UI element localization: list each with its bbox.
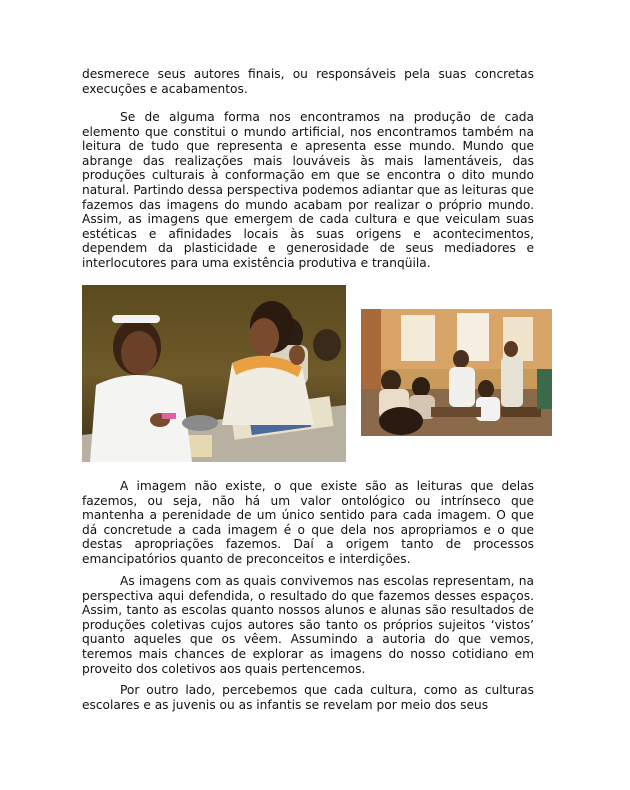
classroom-photo-girls-writing xyxy=(82,285,346,462)
paragraph-4: As imagens com as quais convivemos nas escolas representam, na perspectiva aqui defendida, o resultado do que fazemos desses espaços. Assim, tanto as escolas quanto nossos alunos e alunas são resultados de produções coletivas cujos autores são tanto os próprios sujeitos ‘vistos’ quanto aqueles que os vêem. Assumindo a autoria do que vemos, teremos mais chances de explorar as imagens do nosso cotidiano em proveito dos coletivos aos quais pertencemos. xyxy=(82,574,534,676)
paragraph-5: Por outro lado, percebemos que cada cultura, como as culturas escolares e as juvenis ou as infantis se revelam por meio dos seus xyxy=(82,683,534,712)
classroom-photo-students xyxy=(361,309,552,436)
paragraph-1: desmerece seus autores finais, ou responsáveis pela suas concretas execuções e acabamentos. xyxy=(82,67,534,96)
paragraph-2: Se de alguma forma nos encontramos na produção de cada elemento que constitui o mundo artificial, nos encontramos também na leitura de tudo que representa e apresenta esse mundo. Mundo que abrange das realizações mais louváveis às mais lamentáveis, das produções culturais à conformação em que se encontra o dito mundo natural. Partindo dessa perspectiva podemos adiantar que as leituras que fazemos das imagens do mundo acabam por realizar o próprio mundo. Assim, as imagens que emergem de cada cultura e que veiculam suas estéticas e afinidades locais às suas origens e acontecimentos, dependem da plasticidade e generosidade de seus mediadores e interlocutores para uma existência produtiva e tranqüila. xyxy=(82,110,534,270)
paragraph-3: A imagem não existe, o que existe são as leituras que delas fazemos, ou seja, não há um valor ontológico ou intrínseco que mantenha a perenidade de um único sentido para cada imagem. O que dá concretude a cada imagem é o que dela nos apropriamos e o que destas apropriações fazemos. Daí a origem tanto de processos emancipatórios quanto de preconceitos e interdições. xyxy=(82,479,534,566)
